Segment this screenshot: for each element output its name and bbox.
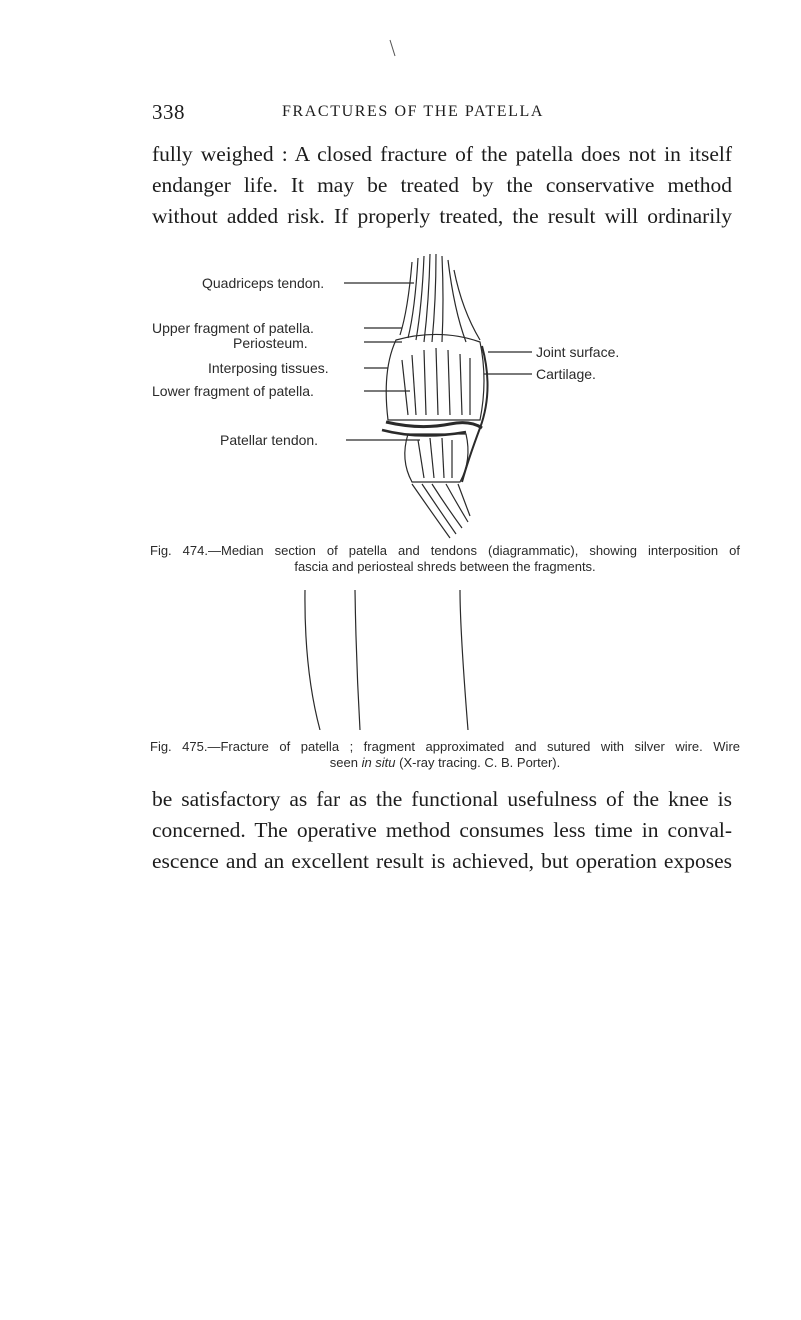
caption-italic: in situ: [361, 755, 396, 770]
text-line: endanger life. It may be treated by the conservative method: [152, 173, 732, 197]
label-joint-surface: Joint surface.: [536, 344, 620, 360]
stray-pencil-mark: [388, 38, 398, 58]
text-line: escence and an excellent result is achieved, but operation exposes: [152, 849, 732, 873]
paragraph-top: [152, 139, 732, 232]
running-title: FRACTURES OF THE PATELLA: [282, 103, 544, 120]
label-interposing-tissues: Interposing tissues.: [208, 360, 329, 376]
figure-475-xray-tracing: [300, 590, 530, 730]
label-upper-fragment: Upper fragment of patella.: [152, 320, 314, 336]
figure-474-diagram: [150, 250, 750, 540]
text-line: concerned. The operative method consumes less time in conval-: [152, 818, 732, 842]
caption-line: Fig. 475.—Fracture of patella ; fragment approximated and sutured with silver wire. Wire: [150, 739, 740, 754]
label-patellar-tendon: Patellar tendon.: [220, 432, 319, 448]
page-number: 338: [152, 100, 185, 124]
paragraph-bottom: [152, 784, 732, 877]
figure-474-caption: [150, 543, 740, 575]
page-header: [152, 100, 801, 128]
xray-tracing-drawing: [300, 590, 530, 730]
caption-line-2: [150, 755, 740, 771]
caption-line: fascia and periosteal shreds between the fragments.: [294, 559, 596, 574]
figure-475-caption: [150, 739, 740, 771]
caption-text: seen: [329, 755, 362, 770]
label-periosteum: Periosteum.: [233, 335, 308, 351]
label-quadriceps-tendon: Quadriceps tendon.: [202, 275, 325, 291]
label-lower-fragment: Lower fragment of patella.: [152, 383, 314, 399]
text-line: be satisfactory as far as the functional usefulness of the knee is: [152, 787, 732, 811]
caption-text: (X-ray tracing. C. B. Porter).: [395, 755, 561, 770]
caption-line: Fig. 474.—Median section of patella and tendons (diagrammatic), showing interposition of: [150, 543, 740, 558]
text-line: without added risk. If properly treated, the result will ordinarily: [152, 204, 732, 228]
text-line: fully weighed : A closed fracture of the patella does not in itself: [152, 142, 732, 166]
label-cartilage: Cartilage.: [536, 366, 596, 382]
